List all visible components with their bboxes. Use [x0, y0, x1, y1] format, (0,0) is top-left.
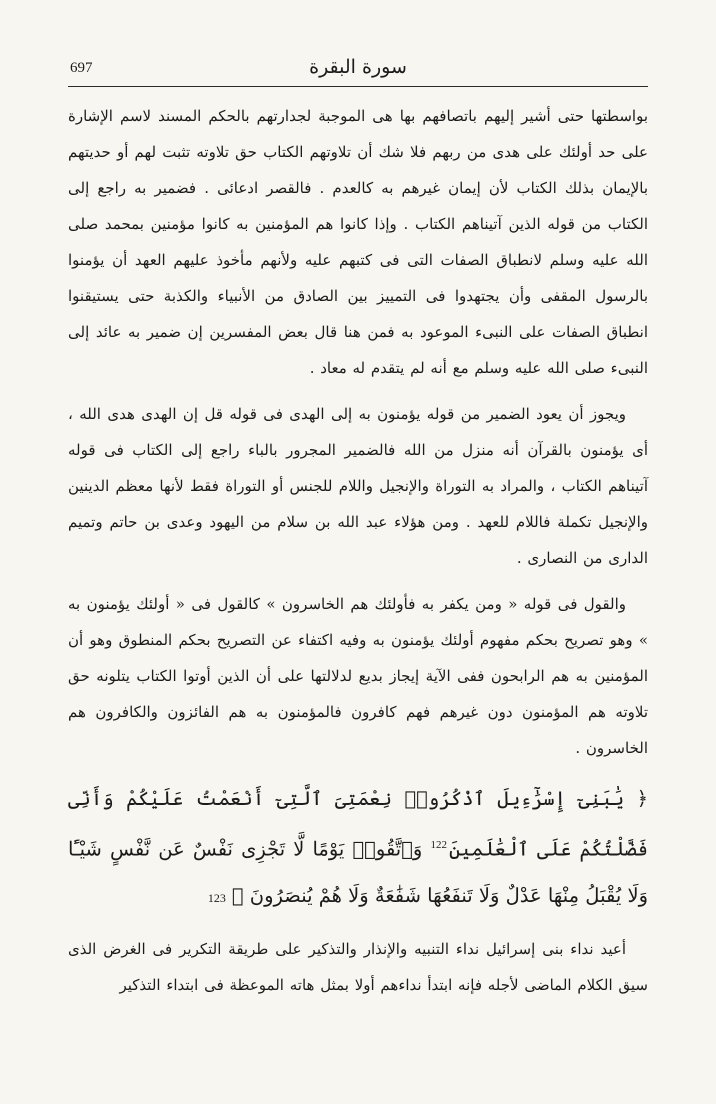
verse-number-123: 123: [207, 890, 226, 905]
verse-number-122: 122: [430, 839, 447, 851]
paragraph-gap: [68, 576, 648, 586]
paragraph-3: والقول فى قوله « ومن يكفر به فأولئك هم الخاسرون » كالقول فى « أولئك يؤمنون به » وهو تصريح بحكم مفهوم أولئك يؤمنون به وفيه اكتفاء عن التصريح بحكم المنطوق وهو أن المؤمنين به هم الرابحون ففى الآية إيجاز بديع لدلالتها على أن الذين أوتوا الكتاب يتلونه حق تلاوته هم المؤمنون دون غيرهم فهم كافرون فالمؤمنون به هم الفائزون والكافرون هم الخاسرون .: [68, 595, 648, 757]
paragraph-gap: [68, 386, 648, 396]
surah-title: سورة البقرة: [309, 56, 407, 78]
page-number: 697: [70, 60, 93, 76]
page-header: [68, 46, 648, 87]
quran-verse: [68, 776, 648, 921]
page-body: [68, 98, 648, 1003]
paragraph-1: بواسطتها حتى أشير إليهم باتصافهم بها هى الموجبة لجدارتهم بالحكم المسند لاسم الإشارة على حد أولئك على هدى من ربهم فلا شك أن تلاوتهم الكتاب حق تلاوته تثبت لهم أو حديتهم بالإيمان بذلك الكتاب لأن إيمان غيرهم به كالعدم . فالقصر ادعائى . فضمير به راجع إلى الكتاب من قوله الذين آتيناهم الكتاب . وإذا كانوا هم المؤمنين به كانوا مؤمنين بمحمد صلى الله عليه وسلم لانطباق الصفات التى فى كتبهم عليه ولأنهم مأخوذ عليهم العهد أن يؤمنوا بالرسول المقفى وأن يجتهدوا فى التمييز بين الصادق من الأنبياء والكذبة حتى يستيقنوا انطباق الصفات على النبىء الموعود به فمن هنا قال بعض المفسرين إن ضمير به عائد إلى النبىء صلى الله عليه وسلم مع أنه لم يتقدم له معاد .: [68, 107, 648, 377]
paragraph-gap: [68, 921, 648, 931]
paragraph-2: ويجوز أن يعود الضمير من قوله يؤمنون به إلى الهدى فى قوله قل إن الهدى هدى الله ، أى يؤمنون بالقرآن أنه منزل من الله فالضمير المجرور بالباء راجع إلى الكتاب فى قوله آتيناهم الكتاب ، والمراد به التوراة والإنجيل واللام للجنس أو التوراة فقط لأنها معظم الدينين والإنجيل تكملة فاللام للعهد . ومن هؤلاء عبد الله بن سلام من اليهود وعدى بن حاتم وتميم الدارى من النصارى .: [68, 405, 648, 567]
verse-part-1: ﴿ يَٰبَنِىٓ إِسْرَٰٓءِيلَ ٱذْكُرُوا۟ نِعْمَتِىَ ٱلَّتِىٓ أَنْعَمْتُ عَلَيْكُمْ وَأَنِّى فَضَّلْتُكُمْ عَلَى ٱلْعَٰلَمِينَ: [68, 787, 648, 861]
closing-paragraph: أعيد نداء بنى إسرائيل نداء التنبيه والإنذار والتذكير على طريقة التكرير فى الغرض الذى سيق الكلام الماضى لأجله فإنه ابتدأ نداءهم أولا بمثل هاته الموعظة فى ابتداء التذكير: [68, 939, 648, 994]
verse-part-2: وَٱتَّقُوا۟ يَوْمًا لَّا تَجْزِى نَفْسٌ عَن نَّفْسٍ شَيْـًٔا وَلَا يُقْبَلُ مِنْهَا عَدْلٌ وَلَا تَنفَعُهَا شَفَٰعَةٌ وَلَا هُمْ يُنصَرُونَ ﴾: [68, 837, 648, 907]
